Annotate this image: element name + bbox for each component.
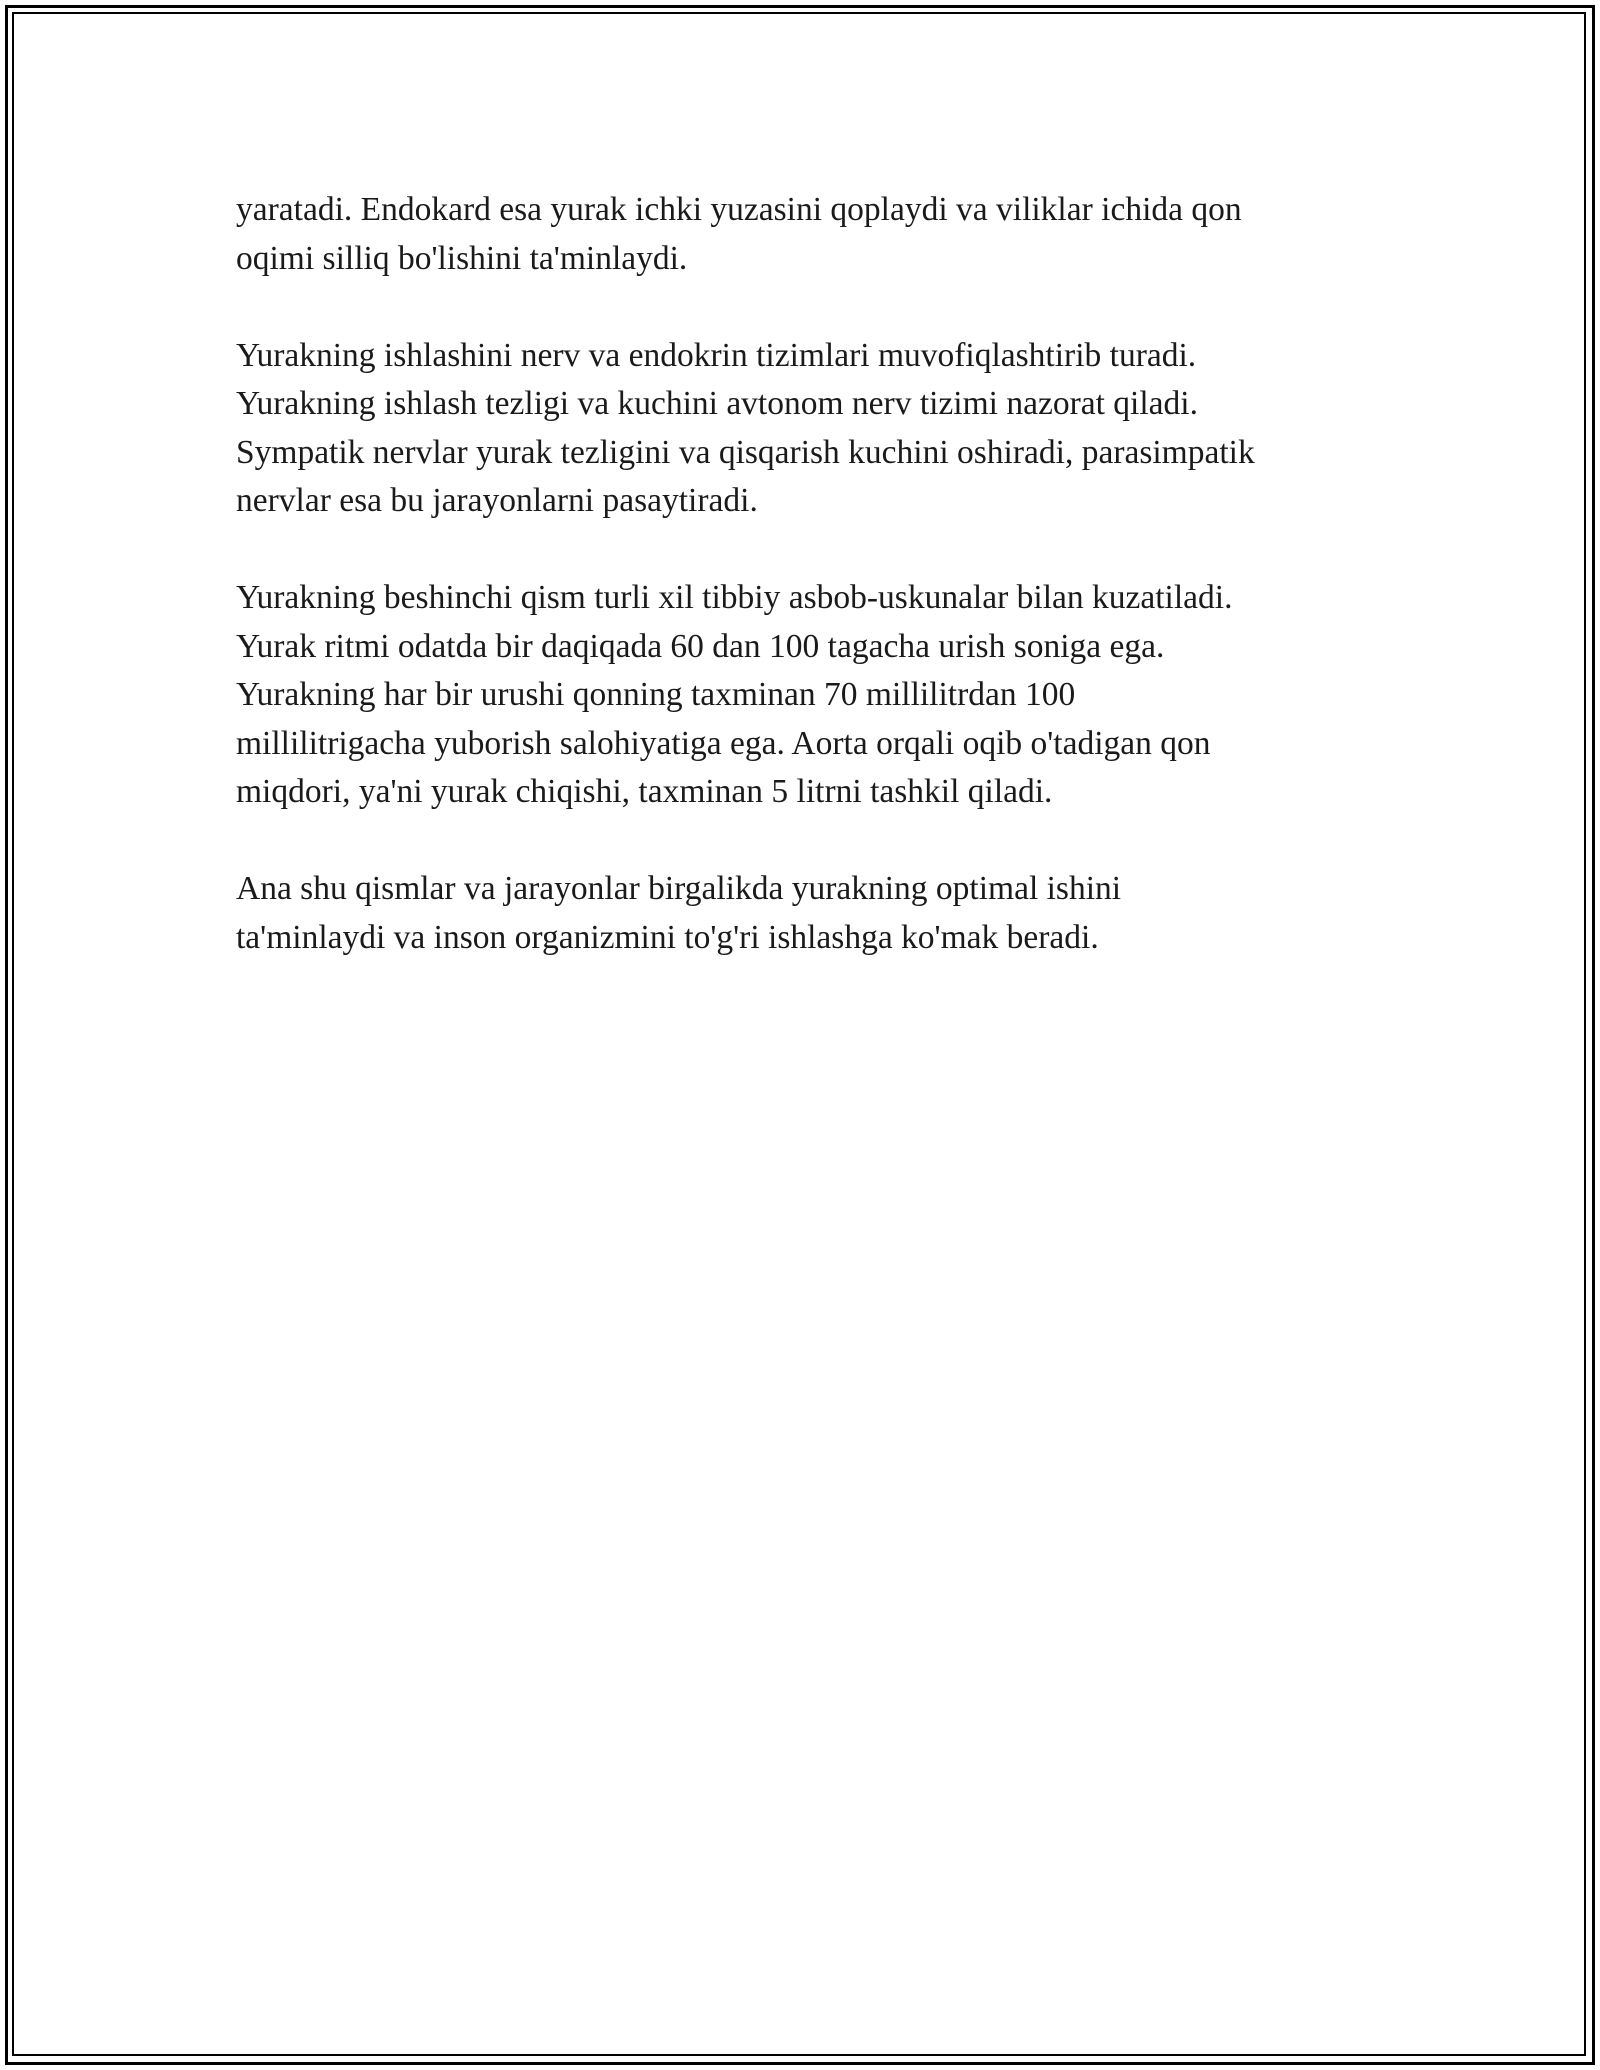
text-line: Sympatik nervlar yurak tezligini va qisqarish kuchini oshiradi, parasimpatik — [236, 433, 1255, 471]
paragraph-endocardium — [236, 186, 1376, 283]
text-line: Yurakning har bir urushi qonning taxminan 70 millilitrdan 100 — [236, 676, 1076, 713]
paragraph-conclusion — [236, 865, 1376, 962]
document-body — [236, 186, 1376, 1011]
text-line: Yurak ritmi odatda bir daqiqada 60 dan 100 tagacha urish soniga ega. — [236, 627, 1165, 665]
text-line: Yurakning ishlash tezligi va kuchini avtonom nerv tizimi nazorat qiladi. — [236, 385, 1198, 422]
paragraph-heart-metrics — [236, 574, 1376, 817]
text-line: yaratadi. Endokard esa yurak ichki yuzasini qoplaydi va viliklar ichida qon — [236, 191, 1242, 228]
paragraph-nervous-regulation — [236, 332, 1376, 526]
text-line: Yurakning beshinchi qism turli xil tibbiy asbob-uskunalar bilan kuzatiladi. — [236, 579, 1233, 616]
text-line: ta'minlaydi va inson organizmini to'g'ri ishlashga ko'mak beradi. — [236, 918, 1099, 956]
text-line: Ana shu qismlar va jarayonlar birgalikda yurakning optimal ishini — [236, 870, 1122, 907]
text-line: nervlar esa bu jarayonlarni pasaytiradi. — [236, 482, 758, 519]
text-line: millilitrigacha yuborish salohiyatiga ega. Aorta orqali oqib o'tadigan qon — [236, 724, 1211, 762]
text-line: Yurakning ishlashini nerv va endokrin tizimlari muvofiqlashtirib turadi. — [236, 336, 1197, 374]
text-line: oqimi silliq bo'lishini ta'minlaydi. — [236, 239, 688, 277]
text-line: miqdori, ya'ni yurak chiqishi, taxminan 5 litrni tashkil qiladi. — [236, 773, 1053, 810]
